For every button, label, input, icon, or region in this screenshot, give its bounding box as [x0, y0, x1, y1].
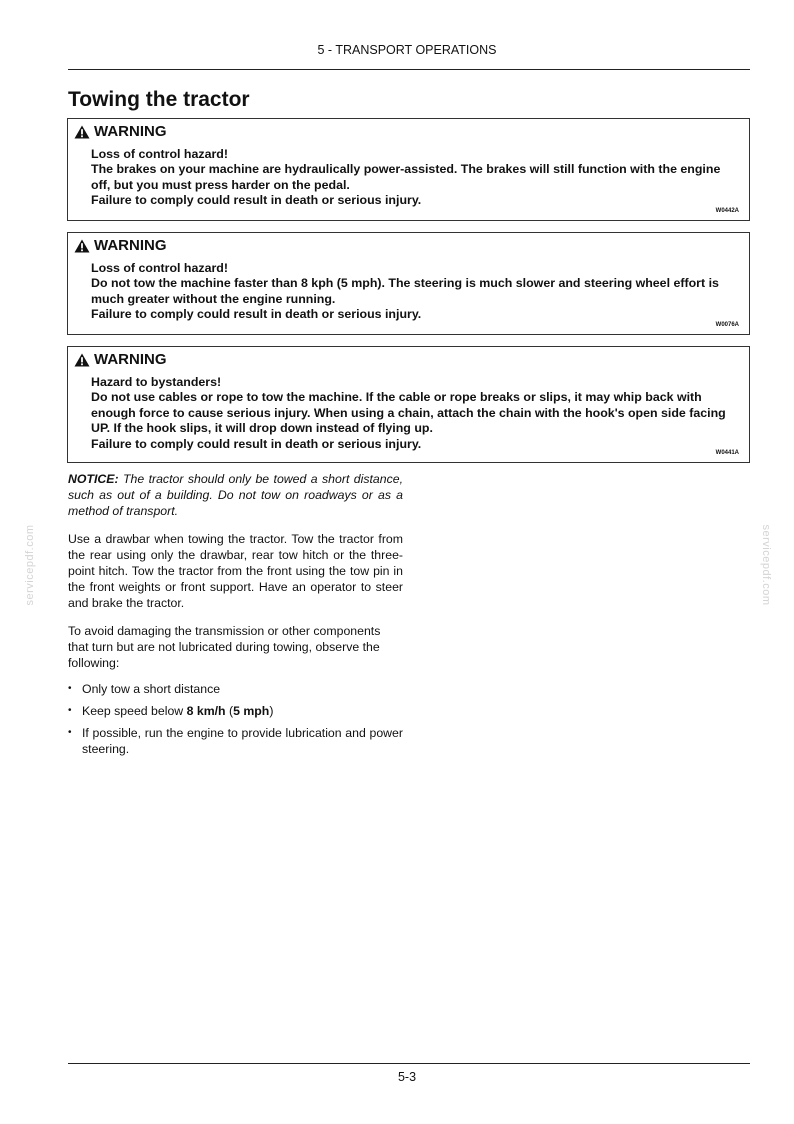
warning-heading-label: WARNING	[94, 237, 167, 254]
list-item-text: If possible, run the engine to provide lubrication and power steering.	[82, 726, 403, 756]
notice-paragraph	[68, 471, 403, 519]
speed-mph: 5 mph	[233, 704, 270, 718]
warning-hazard: Loss of control hazard!	[91, 261, 228, 275]
header-rule	[68, 69, 750, 70]
page-number: 5-3	[397, 1070, 417, 1084]
warning-consequence: Failure to comply could result in death or serious injury.	[91, 193, 422, 208]
warning-box-brakes	[67, 118, 750, 221]
warning-heading	[74, 123, 167, 140]
speed-kmh: 8 km/h	[186, 704, 226, 718]
warning-consequence: Failure to comply could result in death or serious injury.	[91, 436, 422, 451]
warning-triangle-icon	[74, 239, 90, 253]
warning-box-steering	[67, 232, 750, 335]
warning-heading	[74, 237, 167, 254]
warning-triangle-icon	[74, 353, 90, 367]
list-item	[68, 681, 403, 697]
towing-rules-list	[68, 681, 403, 763]
list-item	[68, 703, 403, 719]
warning-code: W0441A	[715, 450, 739, 456]
list-item-text: Keep speed below	[82, 704, 187, 718]
warning-heading	[74, 351, 167, 368]
warning-consequence: Failure to comply could result in death or serious injury.	[91, 307, 422, 322]
warning-box-bystanders	[67, 346, 750, 463]
warning-body	[91, 261, 737, 323]
warning-description: Do not tow the machine faster than 8 kph (5 mph). The steering is much slower and steering wheel effort is much greater without the engine running.	[91, 276, 719, 306]
warning-body	[91, 147, 737, 209]
section-title: Towing the tractor	[68, 88, 250, 111]
warning-body	[91, 375, 737, 452]
list-item-text: (	[225, 704, 234, 718]
watermark-left: servicepdf.com	[24, 524, 36, 606]
notice-label: NOTICE:	[68, 472, 119, 486]
notice-text: The tractor should only be towed a short distance, such as out of a building. Do not tow on roadways or as a method of transport.	[68, 472, 403, 518]
warning-code: W0076A	[715, 322, 739, 328]
warning-triangle-icon	[74, 125, 90, 139]
lubrication-paragraph: To avoid damaging the transmission or other components that turn but are not lubricated during towing, observe the following:	[68, 624, 381, 670]
warning-heading-label: WARNING	[94, 351, 167, 368]
list-item-text: Only tow a short distance	[82, 682, 221, 696]
warning-hazard: Hazard to bystanders!	[91, 375, 222, 389]
warning-description: The brakes on your machine are hydraulically power-assisted. The brakes will still function with the engine off, but you must press harder on the pedal.	[91, 162, 721, 192]
warning-description: Do not use cables or rope to tow the machine. If the cable or rope breaks or slips, it may whip back with enough force to cause serious injury. When using a chain, attach the chain with the hook's open side facing UP. If the hook slips, it will drop down instead of flying up.	[91, 390, 726, 436]
running-header: 5 - TRANSPORT OPERATIONS	[317, 43, 497, 57]
warning-code: W0442A	[715, 208, 739, 214]
warning-heading-label: WARNING	[94, 123, 167, 140]
list-item	[68, 725, 403, 757]
list-item-text: )	[269, 704, 274, 718]
footer-rule	[68, 1063, 750, 1064]
watermark-right: servicepdf.com	[760, 524, 772, 606]
warning-hazard: Loss of control hazard!	[91, 147, 228, 161]
towing-instructions-paragraph: Use a drawbar when towing the tractor. Tow the tractor from the rear using only the drawbar, rear tow hitch or the three-point hitch. Tow the tractor from the front using the tow pin in the front weights or front support. Have an operator to steer and brake the tractor.	[68, 532, 403, 610]
